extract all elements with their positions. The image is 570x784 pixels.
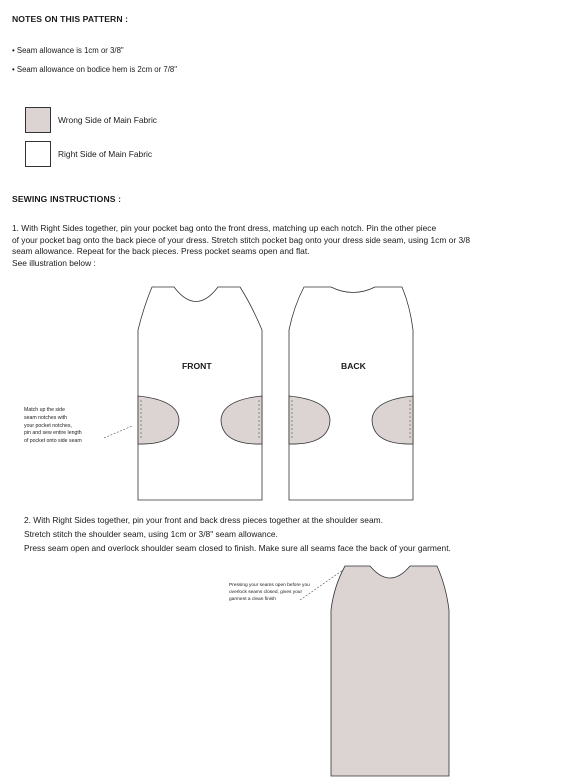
pocket-note-line-5: of pocket onto side seam [24, 438, 82, 445]
shoulder-note-line-2: overlock seams closed, gives your [229, 590, 303, 595]
step-1-line-4: See illustration below : [12, 257, 96, 268]
notes-bullet-1: • Seam allowance is 1cm or 3/8" [12, 46, 124, 55]
step-1-line-2: of your pocket bag onto the back piece of your dress. Stretch stitch pocket bag onto your dress side seam, using 1cm or 3/8 [12, 234, 471, 245]
sewing-heading: SEWING INSTRUCTIONS : [12, 194, 122, 204]
pocket-note-line-1: Match up the side [24, 407, 65, 413]
pocket-note-line-2: seam notches with [24, 414, 67, 421]
pocket-pointer-arrow [104, 426, 132, 438]
pocket-note-line-3: your pocket notches, [24, 422, 72, 429]
back-dress-outline [289, 287, 413, 500]
legend-label-wrong-side: Wrong Side of Main Fabric [58, 115, 157, 125]
step-2-line-3: Press seam open and overlock shoulder seam closed to finish. Make sure all seams face the back of your garment. [24, 543, 451, 553]
notes-heading: NOTES ON THIS PATTERN : [12, 14, 129, 24]
step-2-text [24, 513, 451, 555]
shoulder-note-line-1: Pressing your seams open before you [229, 583, 310, 588]
front-label: FRONT [182, 361, 212, 371]
pocket-note [24, 407, 82, 446]
step-1-line-3: seam allowance. Repeat for the back pieces. Press pocket seams open and flat. [12, 246, 310, 256]
shoulder-note [229, 582, 310, 603]
step-1-line-1: 1. With Right Sides together, pin your pocket bag onto the front dress, matching up each notch. Pin the other piece [12, 223, 437, 233]
joined-dress-outline [331, 566, 449, 776]
back-label: BACK [341, 361, 366, 371]
step-2-line-1: 2. With Right Sides together, pin your front and back dress pieces together at the shoulder seam. [24, 515, 383, 525]
shoulder-note-line-3: garment a clean finish [229, 597, 276, 602]
legend-label-right-side: Right Side of Main Fabric [58, 149, 153, 159]
pocket-note-line-4: pin and sew entire length [24, 430, 82, 437]
front-dress-outline [138, 287, 262, 500]
step-2-line-2: Stretch stitch the shoulder seam, using 1cm or 3/8" seam allowance. [24, 529, 278, 539]
notes-bullet-2: • Seam allowance on bodice hem is 2cm or 7/8" [12, 65, 177, 74]
